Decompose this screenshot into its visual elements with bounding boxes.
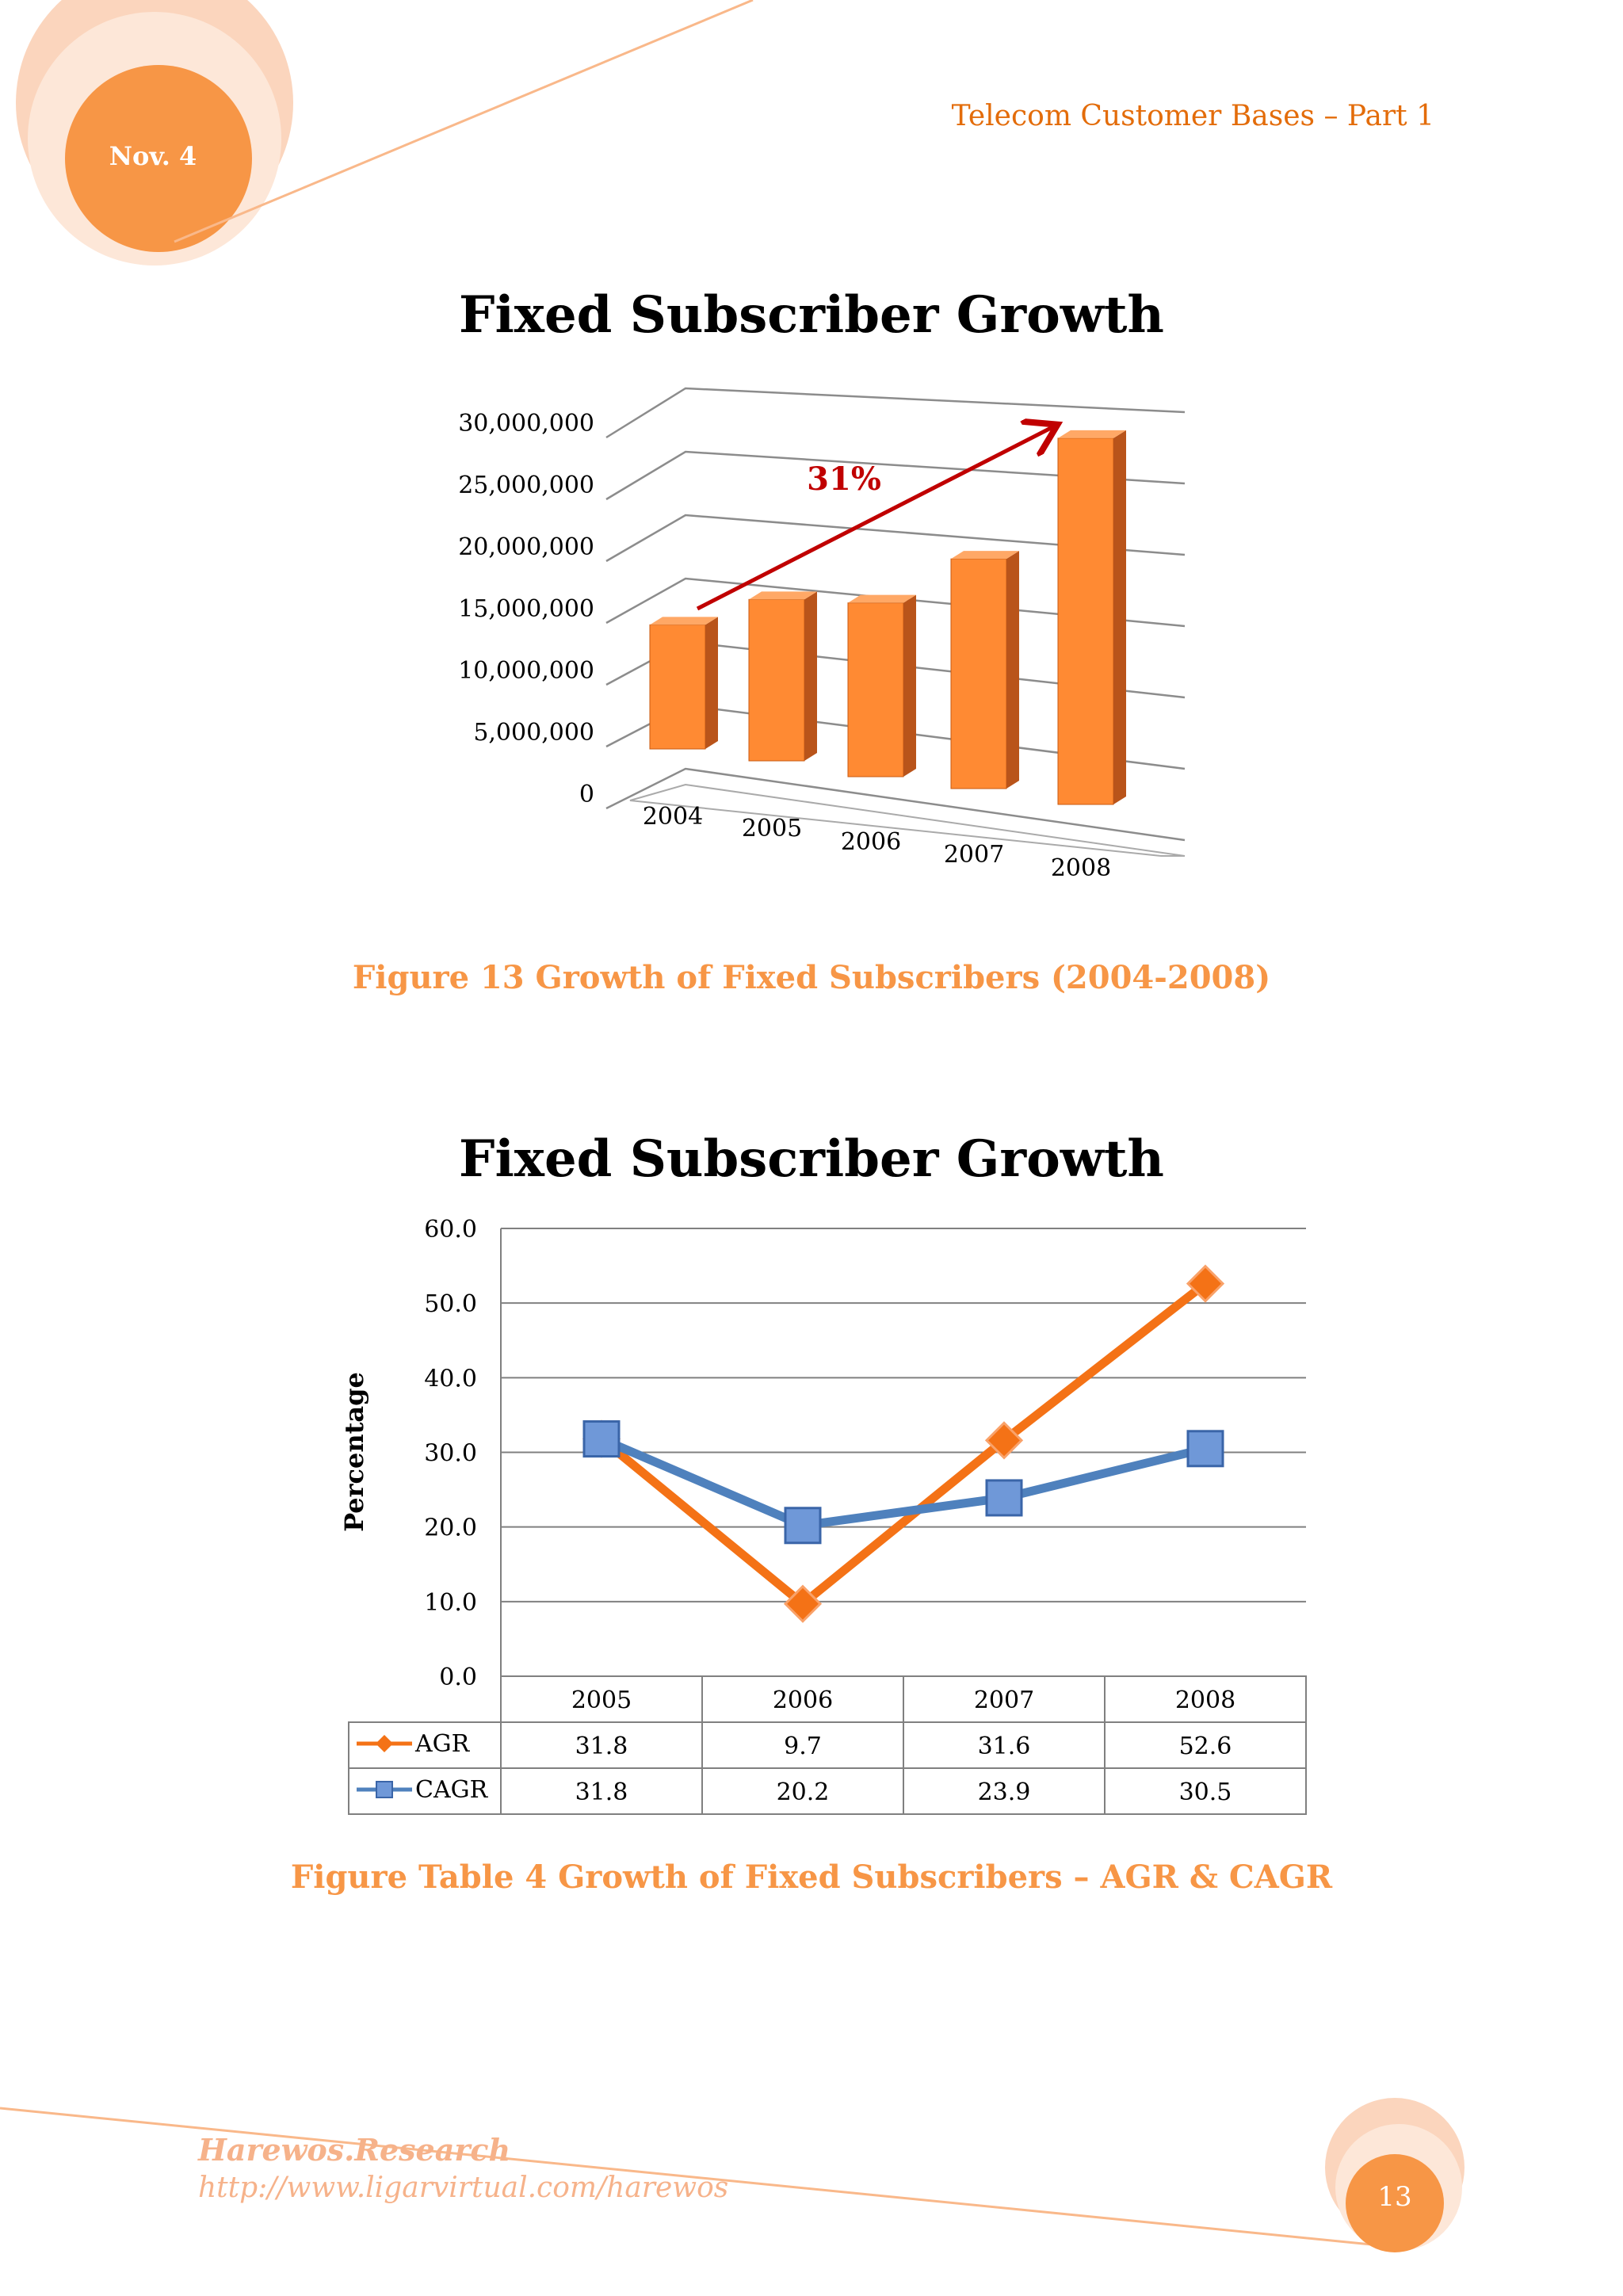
bar-gridline xyxy=(606,388,1185,437)
bar-xtick-label: 2008 xyxy=(1050,854,1112,882)
bar-side xyxy=(804,591,817,761)
line-chart xyxy=(0,1205,1623,1839)
line-xtick-label: 2006 xyxy=(772,1687,834,1714)
legend-marker-square xyxy=(376,1782,392,1797)
figure13-caption: Figure 13 Growth of Fixed Subscribers (2004-2008) xyxy=(352,959,1271,996)
line-xtick-label: 2008 xyxy=(1174,1687,1236,1714)
legend-marker-diamond xyxy=(376,1735,393,1752)
cagr-point xyxy=(987,1480,1022,1515)
line-ytick-label: 40.0 xyxy=(424,1365,477,1393)
bar-ytick-label: 20,000,000 xyxy=(458,533,594,561)
cagr-point xyxy=(1188,1431,1223,1466)
bar-xtick-label: 2005 xyxy=(741,815,803,842)
bar-side xyxy=(1006,551,1019,789)
table-cell-value: 30.5 xyxy=(1178,1778,1232,1806)
table-cell-value: 9.7 xyxy=(784,1733,822,1760)
bar-ytick-label: 30,000,000 xyxy=(458,410,594,437)
table-cell-value: 23.9 xyxy=(977,1778,1031,1806)
growth-annotation: 31% xyxy=(807,460,881,498)
line-chart-title: Fixed Subscriber Growth xyxy=(459,1129,1164,1189)
bar-front xyxy=(1058,438,1113,804)
line-ytick-label: 60.0 xyxy=(424,1216,477,1244)
bar-front xyxy=(650,625,705,749)
line-ytick-label: 10.0 xyxy=(424,1588,477,1617)
bar-front xyxy=(848,603,903,777)
bar-xtick-label: 2004 xyxy=(642,803,704,831)
table-cell-value: 31.8 xyxy=(575,1733,628,1760)
legend-series-name: CAGR xyxy=(415,1776,488,1804)
bar-side xyxy=(903,595,916,777)
bar-chart-title: Fixed Subscriber Growth xyxy=(459,285,1164,345)
line-xtick-label: 2005 xyxy=(571,1687,632,1714)
bar-ytick-label: 5,000,000 xyxy=(473,719,594,747)
cagr-point xyxy=(785,1508,820,1543)
table-cell-value: 20.2 xyxy=(776,1778,830,1806)
table-row xyxy=(349,1722,1306,1768)
agr-line xyxy=(601,1284,1205,1604)
line-ytick-label: 20.0 xyxy=(424,1514,477,1542)
bar-ytick-label: 0 xyxy=(579,781,594,808)
bar-front xyxy=(951,559,1006,789)
cagr-point xyxy=(584,1422,619,1457)
bar-ytick-label: 10,000,000 xyxy=(458,657,594,685)
line-ytick-label: 30.0 xyxy=(424,1439,477,1468)
bar-front xyxy=(749,599,804,761)
line-xtick-label: 2007 xyxy=(973,1687,1035,1714)
bar-chart xyxy=(0,349,1623,904)
table-cell-value: 31.6 xyxy=(977,1733,1031,1760)
bar-ytick-label: 25,000,000 xyxy=(458,472,594,499)
bar-ytick-label: 15,000,000 xyxy=(458,595,594,623)
legend-series-name: AGR xyxy=(415,1730,470,1758)
page-number: 13 xyxy=(1377,2181,1412,2213)
line-ylabel: Percentage xyxy=(339,1372,369,1532)
footer-url: http://www.ligarvirtual.com/harewos xyxy=(198,2172,729,2204)
footer-name: Harewos.Research xyxy=(198,2132,511,2168)
line-ytick-label: 0.0 xyxy=(439,1664,477,1691)
bar-xtick-label: 2006 xyxy=(840,828,902,856)
bar-side xyxy=(1113,430,1126,804)
figure-table4-caption: Figure Table 4 Growth of Fixed Subscribers – AGR & CAGR xyxy=(290,1859,1333,1896)
bar-side xyxy=(705,617,718,749)
table-cell-value: 31.8 xyxy=(575,1778,628,1806)
table-cell-value: 52.6 xyxy=(1178,1733,1232,1760)
header-title: Telecom Customer Bases – Part 1 xyxy=(951,100,1434,132)
bar-xtick-label: 2007 xyxy=(943,841,1005,869)
line-ytick-label: 50.0 xyxy=(424,1290,477,1319)
date-badge: Nov. 4 xyxy=(109,141,197,171)
